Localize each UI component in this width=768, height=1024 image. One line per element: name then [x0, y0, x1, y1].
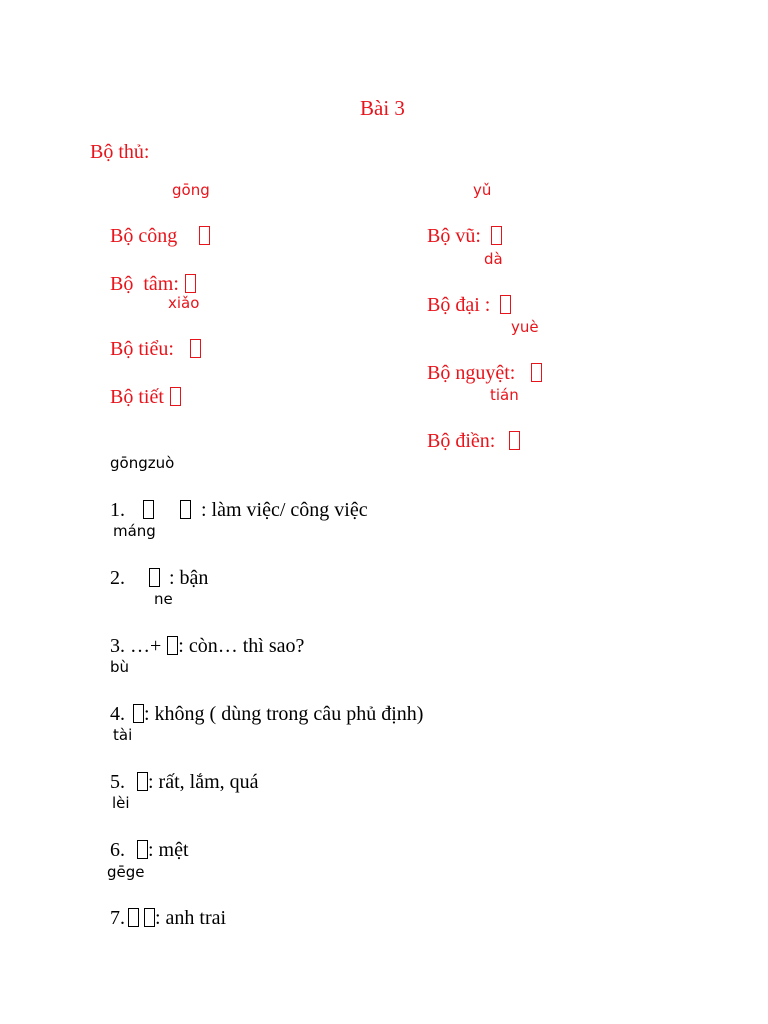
- vocab-meaning: : không ( dùng trong câu phủ định): [144, 703, 424, 725]
- radical-label: Bộ nguyệt:: [427, 362, 516, 384]
- vocab-pinyin: bù: [110, 658, 130, 676]
- radical-label: Bộ công: [110, 225, 178, 247]
- vocab-number: 1.: [110, 499, 125, 521]
- vocab-number: 3. …+: [110, 635, 162, 657]
- radical-label: Bộ tâm:: [110, 273, 179, 295]
- vocab-number: 4.: [110, 703, 125, 725]
- vocab-meaning: : rất, lắm, quá: [148, 771, 259, 793]
- radical-item: [407, 275, 511, 335]
- vocab-pinyin: lèi: [112, 794, 130, 812]
- vocab-pinyin: tài: [113, 726, 133, 744]
- missing-glyph-icon: [509, 431, 520, 450]
- vocab-pinyin: máng: [113, 522, 156, 540]
- radical-label: Bộ vũ:: [427, 225, 481, 247]
- radical-item: [407, 343, 542, 403]
- missing-glyph-icon: [500, 295, 511, 314]
- vocab-meaning: : mệt: [148, 839, 189, 861]
- missing-glyph-icon: [199, 226, 210, 245]
- vocab-item: [90, 548, 208, 608]
- vocab-meaning: : anh trai: [155, 907, 227, 929]
- radical-label: Bộ điền:: [427, 430, 496, 452]
- missing-glyph-icon: [491, 226, 502, 245]
- vocab-meaning: : làm việc/ công việc: [201, 499, 368, 521]
- missing-glyph-icon: [185, 274, 196, 293]
- missing-glyph-icon: [137, 772, 148, 791]
- vocab-pinyin: gōngzuò: [110, 454, 175, 472]
- radical-pinyin: dà: [484, 250, 503, 268]
- missing-glyph-icon: [128, 908, 139, 927]
- vocab-meaning: : bận: [169, 567, 209, 589]
- missing-glyph-icon: [144, 908, 155, 927]
- missing-glyph-icon: [170, 387, 181, 406]
- radical-pinyin: yuè: [511, 318, 539, 336]
- missing-glyph-icon: [190, 339, 201, 358]
- radicals-heading: Bộ thủ:: [90, 141, 150, 163]
- radical-label: Bộ đại :: [427, 294, 491, 316]
- vocab-item: [90, 888, 226, 948]
- vocab-meaning: : còn… thì sao?: [178, 635, 305, 657]
- missing-glyph-icon: [143, 500, 154, 519]
- radical-pinyin: gōng: [172, 181, 210, 199]
- radical-pinyin: yǔ: [473, 181, 492, 199]
- radical-label: Bộ tiết: [110, 386, 164, 408]
- vocab-number: 2.: [110, 567, 125, 589]
- vocab-pinyin: gēge: [107, 863, 145, 881]
- vocab-pinyin: ne: [154, 590, 173, 608]
- lesson-title: Bài 3: [360, 96, 405, 120]
- radical-pinyin: tián: [490, 386, 519, 404]
- vocab-item: [90, 684, 423, 744]
- missing-glyph-icon: [137, 840, 148, 859]
- missing-glyph-icon: [531, 363, 542, 382]
- radical-item: [90, 367, 181, 427]
- radical-label: Bộ tiểu:: [110, 338, 174, 360]
- missing-glyph-icon: [149, 568, 160, 587]
- missing-glyph-icon: [133, 704, 144, 723]
- vocab-number: 7.: [110, 907, 125, 929]
- vocab-number: 5.: [110, 771, 125, 793]
- missing-glyph-icon: [167, 636, 178, 655]
- vocab-number: 6.: [110, 839, 125, 861]
- radical-pinyin: xiǎo: [168, 294, 200, 312]
- missing-glyph-icon: [180, 500, 191, 519]
- radical-item: [407, 411, 520, 471]
